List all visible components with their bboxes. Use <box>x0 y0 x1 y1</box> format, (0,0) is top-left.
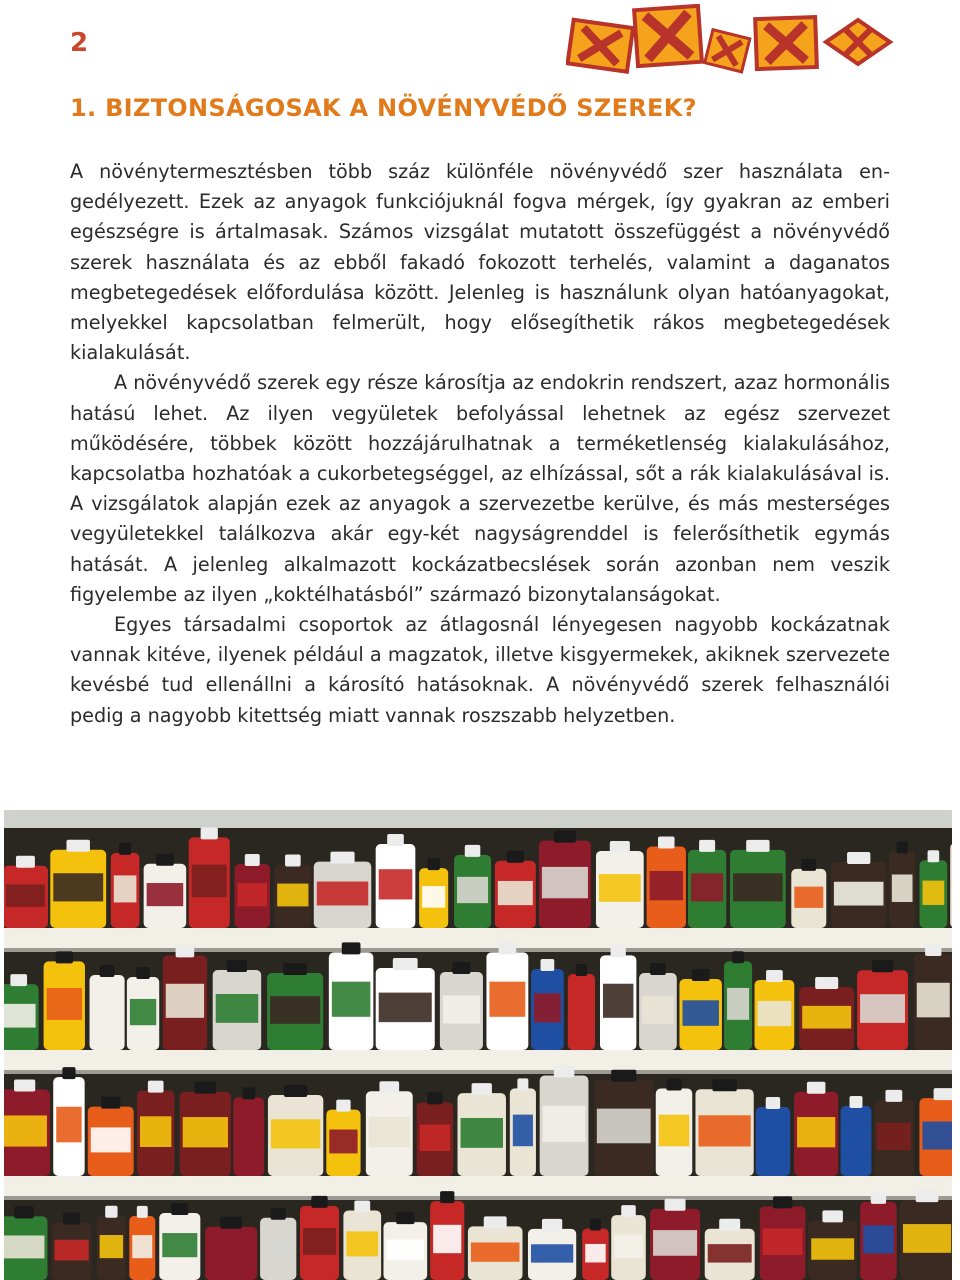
bottle-label <box>420 1125 451 1151</box>
bottle-cap <box>284 1085 307 1097</box>
bottle-cap <box>56 951 73 963</box>
bottle-cap <box>148 1081 164 1093</box>
bottle-cap <box>815 977 838 989</box>
bottle-label <box>91 1127 131 1152</box>
bottle-cap <box>554 1066 574 1078</box>
bottle-cap <box>773 1196 792 1208</box>
bottle-label <box>698 1115 750 1146</box>
bottle-label <box>53 873 103 901</box>
shelf-board <box>4 1176 952 1196</box>
bottle-label <box>183 1117 228 1147</box>
bottle-cap <box>427 1092 442 1104</box>
bottle-cap <box>699 840 715 852</box>
bottle-label <box>922 1121 952 1149</box>
bottle-cap <box>245 854 260 866</box>
hazard-x-icon <box>755 17 817 69</box>
bottle-label <box>892 874 913 902</box>
bottle-label <box>811 1238 854 1259</box>
bottle-cap <box>872 960 893 972</box>
bottle-cap <box>665 1199 686 1211</box>
bottle-label <box>531 1244 573 1262</box>
bottle-cap <box>354 1201 370 1213</box>
bottle-cap <box>885 1090 902 1102</box>
bottle <box>950 843 952 928</box>
page-number: 2 <box>70 28 89 58</box>
bottle-cap <box>10 974 27 986</box>
bottle-cap <box>517 1078 528 1090</box>
bottle-cap <box>330 852 354 864</box>
paragraph: A növénytermesztésben több száz különféle növényvédő szer használata engedélyezett. Ezek az anyagok funkciójuknál fogva mérgek, így gyakran az emberi egészségre is ártalmasak. Számos vizsgálat mutatott összefüggést a növényvédő szerek használata és az ebből fakadó fokozott terhelés, valamint a daganatos megbetegedések előfordulása között. Jelenleg is használunk olyan hatóanyagokat, melyekkel kapcsolatban felmerült, hogy elősegíthetik rákos megbetegedések kialakulását. <box>70 160 890 365</box>
bottle-cap <box>14 1079 35 1091</box>
bottle-cap <box>484 1216 507 1228</box>
bottle-cap <box>621 1205 636 1217</box>
bottle-label <box>691 873 723 901</box>
hazard-symbols <box>566 4 896 76</box>
bottle-label <box>860 994 905 1023</box>
bottle-label <box>471 1242 520 1261</box>
bottle-cap <box>62 1067 75 1079</box>
bottle-label <box>542 867 588 898</box>
bottle-cap <box>499 942 517 954</box>
bottle-label <box>271 1119 320 1148</box>
bottle-cap <box>285 855 301 867</box>
bottle-label <box>653 1230 697 1256</box>
bottle-label <box>917 983 950 1018</box>
bottle-label <box>682 1000 718 1026</box>
bottle-label <box>877 1123 911 1150</box>
bottle-cap <box>766 970 783 982</box>
bottle-label <box>758 1001 792 1026</box>
bottle-label <box>317 882 368 906</box>
paragraph: A növényvédő szerek egy része károsítja az endokrin rendszert, azaz hormonális hatású lehet. Az ilyen vegyületek befolyással lehetnek az egész szervezet működésére, többek között hozzájárulhatnak a terméketlenség kialakulásához, kapcsolatba hozhatóak a cukorbetegséggel, az elhízással, sőt a rák kialakulásával is. A vizsgálatok alapján ezek az anyagok a szervezetbe kerülve, és más mesterséges vegyületekkel találkozva akár egy-két nagyságrenddel is felerősíthetik egymás hatását. A jelenleg alkalmazott kockázatbecslések során azonban nem veszik figyelembe az ilyen „koktélhatásból” származó bizonytalanságokat. <box>70 371 890 606</box>
hazard-x-icon <box>826 20 890 64</box>
bottle-label <box>597 1109 651 1144</box>
bottle-cap <box>611 1070 636 1082</box>
bottle-label <box>733 873 783 901</box>
bottle-cap <box>692 969 710 981</box>
bottle-label <box>4 1235 44 1258</box>
bottle-cap <box>590 1218 601 1230</box>
bottle-cap <box>610 841 630 853</box>
shelf-illustration <box>4 810 952 1280</box>
bottle-label <box>216 994 259 1023</box>
bottle-label <box>614 1235 643 1258</box>
bottle-label <box>794 887 823 908</box>
bottle-label <box>132 1235 152 1258</box>
bottle-label <box>237 883 267 906</box>
bottle-label <box>759 1128 787 1153</box>
bottle-label <box>659 1115 690 1147</box>
bottle-label <box>457 877 488 903</box>
bottle-label <box>236 1121 261 1149</box>
bottle-label <box>422 886 445 908</box>
bottle-cap <box>576 964 587 976</box>
section-heading: 1. BIZTONSÁGOSAK A NÖVÉNYVÉDŐ SZEREK? <box>70 94 697 122</box>
bottle-cap <box>171 1203 188 1215</box>
bottle-label <box>903 1224 951 1253</box>
bottle-label <box>6 884 45 906</box>
bottle-label <box>93 998 122 1025</box>
bottle-label <box>166 984 204 1018</box>
bottle-label <box>797 1117 835 1147</box>
bottle-cap <box>63 1213 80 1225</box>
bottle-label <box>650 871 683 900</box>
bottle-cap <box>554 831 576 843</box>
bottle-cap <box>156 854 174 866</box>
hazard-x-icon <box>568 20 634 72</box>
bottle-cap <box>66 840 89 852</box>
bottle-cap <box>766 1097 780 1109</box>
bottle-label <box>147 883 184 906</box>
bottle-label <box>708 1244 752 1262</box>
bottle-cap <box>925 944 941 956</box>
bottle-label <box>863 1225 894 1253</box>
bottle-label <box>270 996 320 1024</box>
bottle-label <box>379 993 432 1023</box>
paragraph: Egyes társadalmi csoportok az átlagosnál lényegesen nagyobb kockázatnak vannak kitéve, ilyenek például a magzatok, illetve kisgyermekek, akiknek szervezete kevésbé tud ellenállni a károsító hatásoknak. A növényvédő szerek felhasználói pedig a nagyobb kitettség miatt vannak roszszabb helyzetben. <box>70 613 890 727</box>
pesticide-shelves-photo <box>4 810 952 1280</box>
bottle-label <box>100 1235 124 1258</box>
bottle-label <box>513 1115 533 1147</box>
bottle-cap <box>934 1088 952 1100</box>
bottle-cap <box>428 858 440 870</box>
bottle-label <box>386 1239 424 1260</box>
bottle-cap <box>336 1100 350 1112</box>
bottle-label <box>498 881 533 905</box>
bottle-label <box>114 875 137 902</box>
bottle-label <box>585 1244 605 1263</box>
bottle-label <box>802 1006 851 1029</box>
bottle-cap <box>712 1079 736 1091</box>
bottle-cap <box>542 1219 562 1231</box>
bottle-label <box>140 1116 171 1147</box>
bottle-cap <box>16 856 35 868</box>
bottle-cap <box>271 1208 286 1220</box>
bottle-cap <box>472 1083 492 1095</box>
bottle-label <box>303 1228 336 1255</box>
bottle-cap <box>928 850 940 862</box>
bottle-cap <box>732 951 744 963</box>
bottle-cap <box>540 959 554 971</box>
bottle-label <box>130 999 156 1025</box>
bottle-label <box>461 1118 503 1148</box>
bottle-cap <box>871 1192 886 1204</box>
bottle-label <box>433 1225 461 1253</box>
bottle-cap <box>387 834 404 846</box>
bottle-label <box>534 993 561 1022</box>
bottle-cap <box>850 1096 863 1108</box>
shelf-board <box>4 928 952 948</box>
bottle-cap <box>801 859 816 871</box>
bottle-cap <box>452 962 470 974</box>
bottle-cap <box>100 965 115 977</box>
bottle-label <box>54 1240 88 1261</box>
bottle-cap <box>283 963 307 975</box>
bottle-cap <box>176 945 195 957</box>
hazard-x-icon <box>634 6 702 66</box>
shelf-board <box>4 1050 952 1070</box>
bottle-label <box>329 1130 357 1154</box>
bottle-cap <box>650 963 666 975</box>
bottle-cap <box>897 842 908 854</box>
bottle-cap <box>658 837 675 849</box>
bottle-cap <box>719 1219 740 1231</box>
bottle-label <box>489 982 525 1017</box>
bottle-cap <box>14 1206 34 1218</box>
bottle-cap <box>242 1087 255 1099</box>
bottle-cap <box>807 1082 826 1094</box>
bottle-cap <box>465 845 481 857</box>
bottle-label <box>727 988 749 1020</box>
bottle-cap <box>311 1196 327 1208</box>
bottle-cap <box>396 1212 414 1224</box>
bottle-label <box>332 982 371 1017</box>
bottle-label <box>834 882 884 906</box>
bottle-label <box>47 988 82 1020</box>
bottle-cap <box>393 958 418 970</box>
hazard-x-icon <box>705 30 750 72</box>
bottle-cap <box>201 827 218 839</box>
bottle-label <box>369 1117 410 1147</box>
bottle-cap <box>507 851 524 863</box>
bottle-cap <box>342 942 361 954</box>
bottle-label <box>277 884 308 907</box>
bottle-cap <box>379 1081 399 1093</box>
bottle-cap <box>440 1191 454 1203</box>
bottle-cap <box>666 1078 681 1090</box>
bottle-label <box>923 881 945 905</box>
bottle-label <box>346 1231 378 1256</box>
bottle-cap <box>101 1097 120 1109</box>
bottle-cap <box>847 852 870 864</box>
bottle-cap <box>105 1206 117 1218</box>
bottle-cap <box>136 967 150 979</box>
bottle-label <box>192 865 227 898</box>
bottle-label <box>603 984 633 1018</box>
bottle-label <box>599 874 641 902</box>
bottle-label <box>56 1107 81 1143</box>
bottle-cap <box>822 1210 843 1222</box>
bottle-cap <box>746 840 769 852</box>
bottle-label <box>571 997 592 1024</box>
bottle-label <box>379 869 413 899</box>
bottle-label <box>543 1106 586 1142</box>
bottle-label <box>4 1004 36 1028</box>
bottle-cap <box>137 1206 148 1218</box>
bottle-cap <box>611 945 626 957</box>
bottle-cap <box>195 1082 217 1094</box>
bottle-cap <box>220 1217 242 1229</box>
bottle-cap <box>119 843 131 855</box>
bottle-label <box>263 1236 293 1258</box>
bottle-cap <box>916 1190 939 1202</box>
bottle-label <box>844 1127 869 1152</box>
bottle-label <box>642 996 674 1024</box>
bottle-label <box>162 1233 197 1257</box>
bottle-label <box>443 995 480 1023</box>
bottle-label <box>763 1228 803 1254</box>
bottle-label <box>4 1115 47 1146</box>
bottle-label <box>208 1243 254 1262</box>
body-text <box>70 157 890 731</box>
bottle-cap <box>227 960 247 972</box>
